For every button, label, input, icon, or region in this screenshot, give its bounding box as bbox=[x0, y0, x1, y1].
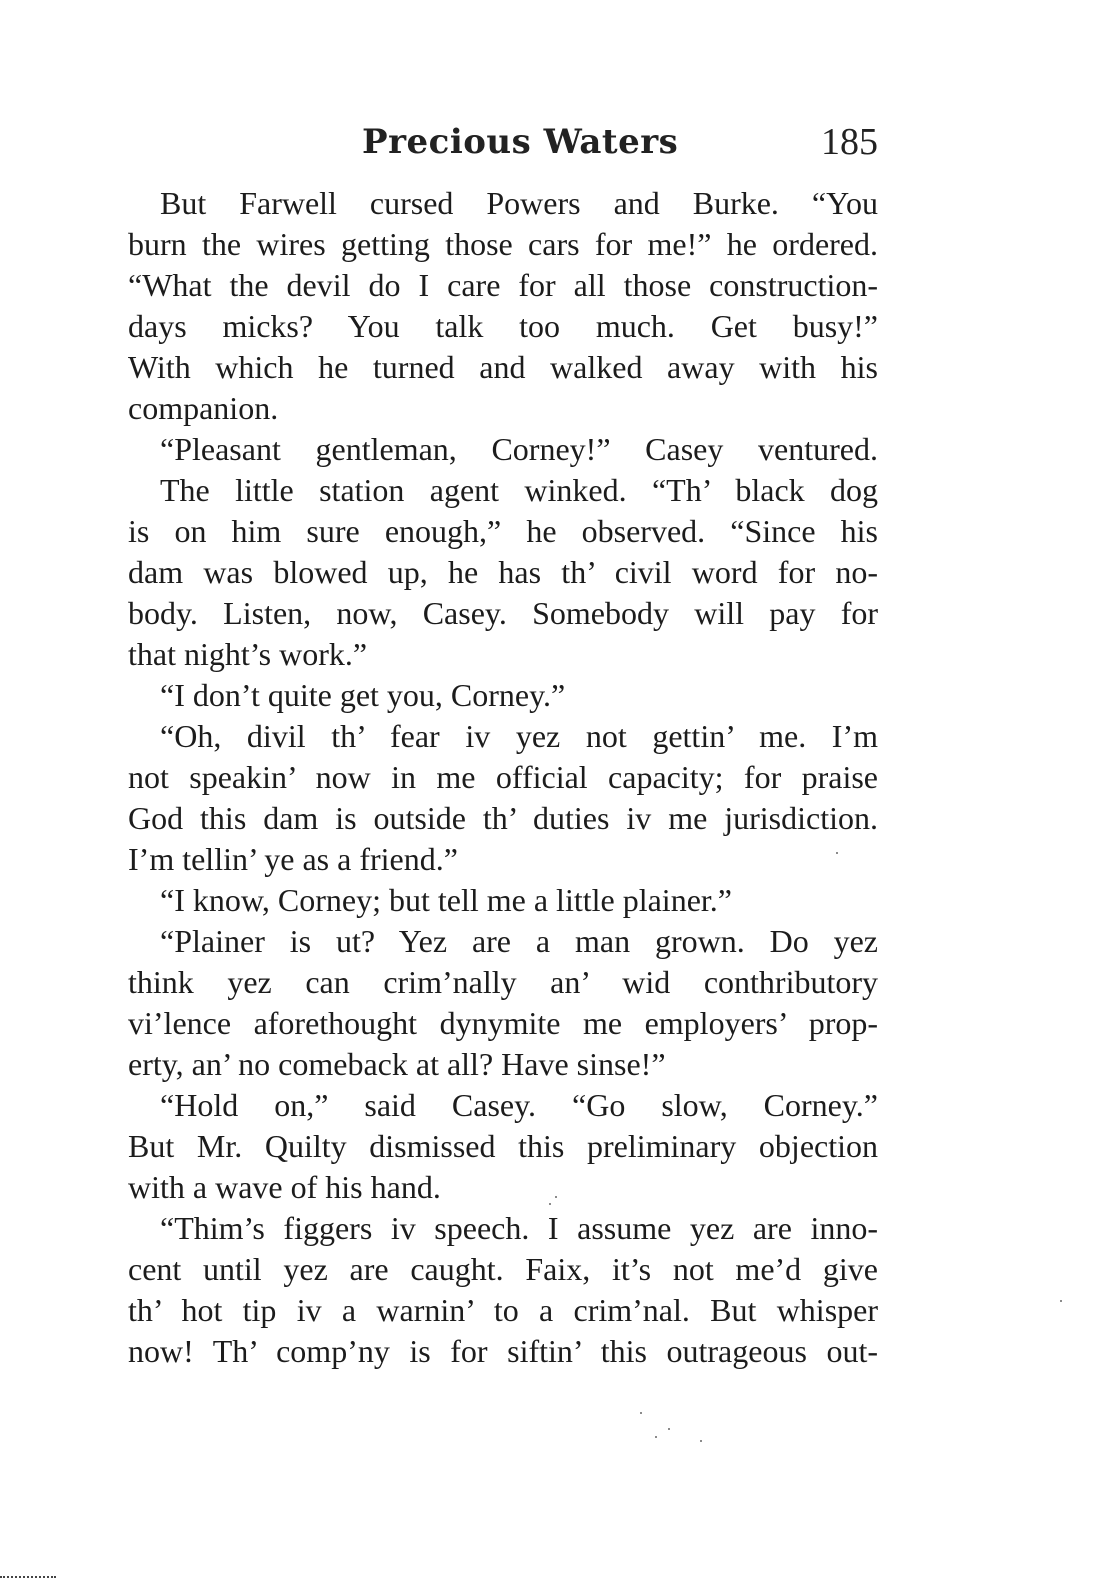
text-line: burn the wires getting those cars for me!” he ordered. bbox=[128, 226, 878, 262]
text-line: “What the devil do I care for all those construction- bbox=[128, 267, 878, 303]
page-number: 185 bbox=[821, 121, 878, 163]
text-line: God this dam is outside th’ duties iv me jurisdiction. bbox=[128, 800, 878, 836]
text-line: erty, an’ no comeback at all? Have sinse!” bbox=[128, 1046, 666, 1082]
scan-speck bbox=[1060, 1300, 1062, 1302]
text-line: With which he turned and walked away with his bbox=[128, 349, 878, 385]
scan-speck bbox=[836, 852, 838, 854]
text-line: “Thim’s figgers iv speech. I assume yez are inno- bbox=[160, 1210, 878, 1246]
text-line: I’m tellin’ ye as a friend.” bbox=[128, 841, 458, 877]
text-line: “I don’t quite get you, Corney.” bbox=[160, 677, 566, 713]
text-line: But Mr. Quilty dismissed this preliminary objection bbox=[128, 1128, 878, 1164]
text-line: “Hold on,” said Casey. “Go slow, Corney.” bbox=[160, 1087, 878, 1123]
scan-speck bbox=[668, 1428, 670, 1430]
text-line: companion. bbox=[128, 390, 279, 426]
text-line: th’ hot tip iv a warnin’ to a crim’nal. But whisper bbox=[128, 1292, 878, 1328]
text-line: “Oh, divil th’ fear iv yez not gettin’ me. I’m bbox=[160, 718, 878, 754]
text-line: “Plainer is ut? Yez are a man grown. Do yez bbox=[160, 923, 878, 959]
scan-speck bbox=[549, 1203, 551, 1205]
running-title: Precious Waters bbox=[362, 122, 679, 162]
text-line: dam was blowed up, he has th’ civil word for no- bbox=[128, 554, 878, 590]
text-line: not speakin’ now in me official capacity; for praise bbox=[128, 759, 878, 795]
text-line: cent until yez are caught. Faix, it’s not me’d give bbox=[128, 1251, 878, 1287]
text-line: is on him sure enough,” he observed. “Since his bbox=[128, 513, 878, 549]
text-line: think yez can crim’nally an’ wid conthributory bbox=[128, 964, 878, 1000]
text-line: that night’s work.” bbox=[128, 636, 368, 672]
text-line: days micks? You talk too much. Get busy!” bbox=[128, 308, 878, 344]
text-line: But Farwell cursed Powers and Burke. “You bbox=[160, 185, 878, 221]
text-line: The little station agent winked. “Th’ black dog bbox=[160, 472, 878, 508]
text-line: “Pleasant gentleman, Corney!” Casey ventured. bbox=[160, 431, 878, 467]
text-line: with a wave of his hand. bbox=[128, 1169, 441, 1205]
text-line: “I know, Corney; but tell me a little plainer.” bbox=[160, 882, 732, 918]
scan-speck bbox=[555, 1196, 557, 1198]
scan-speck bbox=[700, 1440, 702, 1442]
scan-speck bbox=[655, 1436, 657, 1438]
scan-speck bbox=[640, 1412, 642, 1414]
text-line: now! Th’ comp’ny is for siftin’ this outrageous out- bbox=[128, 1333, 878, 1369]
text-line: body. Listen, now, Casey. Somebody will pay for bbox=[128, 595, 878, 631]
text-line: vi’lence aforethought dynymite me employers’ prop- bbox=[128, 1005, 878, 1041]
scan-edge-mark bbox=[0, 1576, 56, 1578]
